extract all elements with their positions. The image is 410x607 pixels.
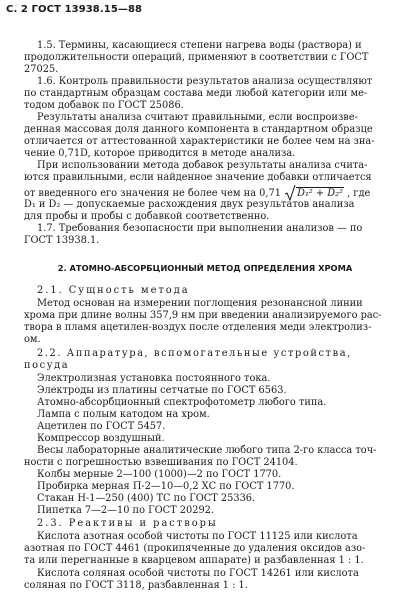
- p16c-line-2: ются правильными, если найденное значение добавки отличается: [24, 172, 372, 183]
- p15-line-3: 27025.: [24, 64, 59, 75]
- p16c-line-3-text: от введенного его значения не более чем на 0,71: [24, 188, 281, 199]
- p16b-line-2: денная массовая доля данного компонента в стандартном образце: [24, 124, 373, 135]
- p16c-line-1: При использовании метода добавок результаты анализа счита-: [37, 160, 368, 171]
- section-2-title: 2. АТОМНО-АБСОРБЦИОННЫЙ МЕТОД ОПРЕДЕЛЕНИЯ ХРОМА: [57, 263, 353, 273]
- s23-line-3: та или перегнанные в кварцевом аппарате) и разбавленная 1 : 1.: [24, 555, 364, 566]
- s23-title: 2.3. Реактивы и растворы: [37, 518, 218, 529]
- p16c-line-4: D₁ и D₂ — допускаемые расхождения двух результатов анализа: [24, 199, 355, 210]
- s22-item: Электролизная установка постоянного тока.: [37, 373, 271, 384]
- formula-radicand: D₁² + D₂²: [297, 188, 343, 199]
- p17-line-1: 1.7. Требования безопасности при выполнении анализов — по: [37, 223, 363, 234]
- s22-item: Стакан Н-1—250 (400) ТС по ГОСТ 25336.: [37, 493, 256, 504]
- s21-line-4: ом.: [24, 334, 41, 345]
- s23-line-4: Кислота соляная особой чистоты по ГОСТ 14261 или кислота: [37, 568, 359, 579]
- s21-line-2: хрома при длине волны 357,9 нм при введении анализируемого рас-: [24, 310, 382, 321]
- s23-line-2: азотная по ГОСТ 4461 (прокипяченные до удаления оксидов азо-: [24, 543, 366, 554]
- s22-item: Весы лабораторные аналитические любого типа 2-го класса точ-: [37, 445, 377, 456]
- p16b-line-1: Результаты анализа считают правильными, если воспроизве-: [37, 112, 358, 123]
- p15-line-1: 1.5. Термины, касающиеся степени нагрева воды (раствора) и: [37, 40, 362, 51]
- p16b-line-4: чение 0,71D, которое приводится в методе анализа.: [24, 148, 296, 159]
- s22-item: Лампа с полым катодом на хром.: [37, 409, 210, 420]
- p16c-line-5: для пробы и пробы с добавкой соответственно.: [24, 211, 270, 222]
- s22-item: Пипетка 7—2—10 по ГОСТ 20292.: [37, 505, 215, 516]
- s23-line-1: Кислота азотная особой чистоты по ГОСТ 11125 или кислота: [37, 531, 358, 542]
- s22-item: Электроды из платины сетчатые по ГОСТ 6563.: [37, 385, 287, 396]
- s21-title: 2.1. Сущность метода: [37, 285, 190, 296]
- p17-line-2: ГОСТ 13938.1.: [24, 235, 100, 246]
- s21-line-3: твора в пламя ацетилен-воздух после отделения меди электролиз-: [24, 322, 372, 333]
- p15-line-2: продолжительности операций, применяют в соответствии с ГОСТ: [24, 52, 369, 63]
- p16-line-1: 1.6. Контроль правильности результатов анализа осуществляют: [37, 76, 373, 87]
- s22-item: Колбы мерные 2—100 (1000)—2 по ГОСТ 1770.: [37, 469, 282, 480]
- s22-title-line-2: посуда: [24, 360, 70, 371]
- p16-line-2: по стандартным образцам состава меди любой категории или ме-: [24, 88, 368, 99]
- p16-line-3: тодом добавок по ГОСТ 25086.: [24, 100, 184, 111]
- p16b-line-3: отличается от аттестованной характеристики не более чем на зна-: [24, 136, 375, 147]
- s23-line-5: соляная по ГОСТ 3118, разбавленная 1 : 1.: [24, 580, 248, 591]
- p16c-line-3-tail: , где: [347, 188, 371, 199]
- s22-item: Ацетилен по ГОСТ 5457.: [37, 421, 166, 432]
- page-header: С. 2 ГОСТ 13938.15—88: [6, 4, 143, 15]
- s22-item: Компрессор воздушный.: [37, 433, 165, 444]
- s22-item: Атомно-абсорбционный спектрофотометр любого типа.: [37, 397, 327, 408]
- s22-item: ности с погрешностью взвешивания по ГОСТ 24104.: [24, 457, 298, 468]
- s21-line-1: Метод основан на измерении поглощения резонансной линии: [37, 298, 363, 309]
- s22-title-line-1: 2.2. Аппаратура, вспомогательные устройства,: [37, 348, 352, 359]
- s22-item: Пробирка мерная П-2—10—0,2 ХС по ГОСТ 1770.: [37, 481, 295, 492]
